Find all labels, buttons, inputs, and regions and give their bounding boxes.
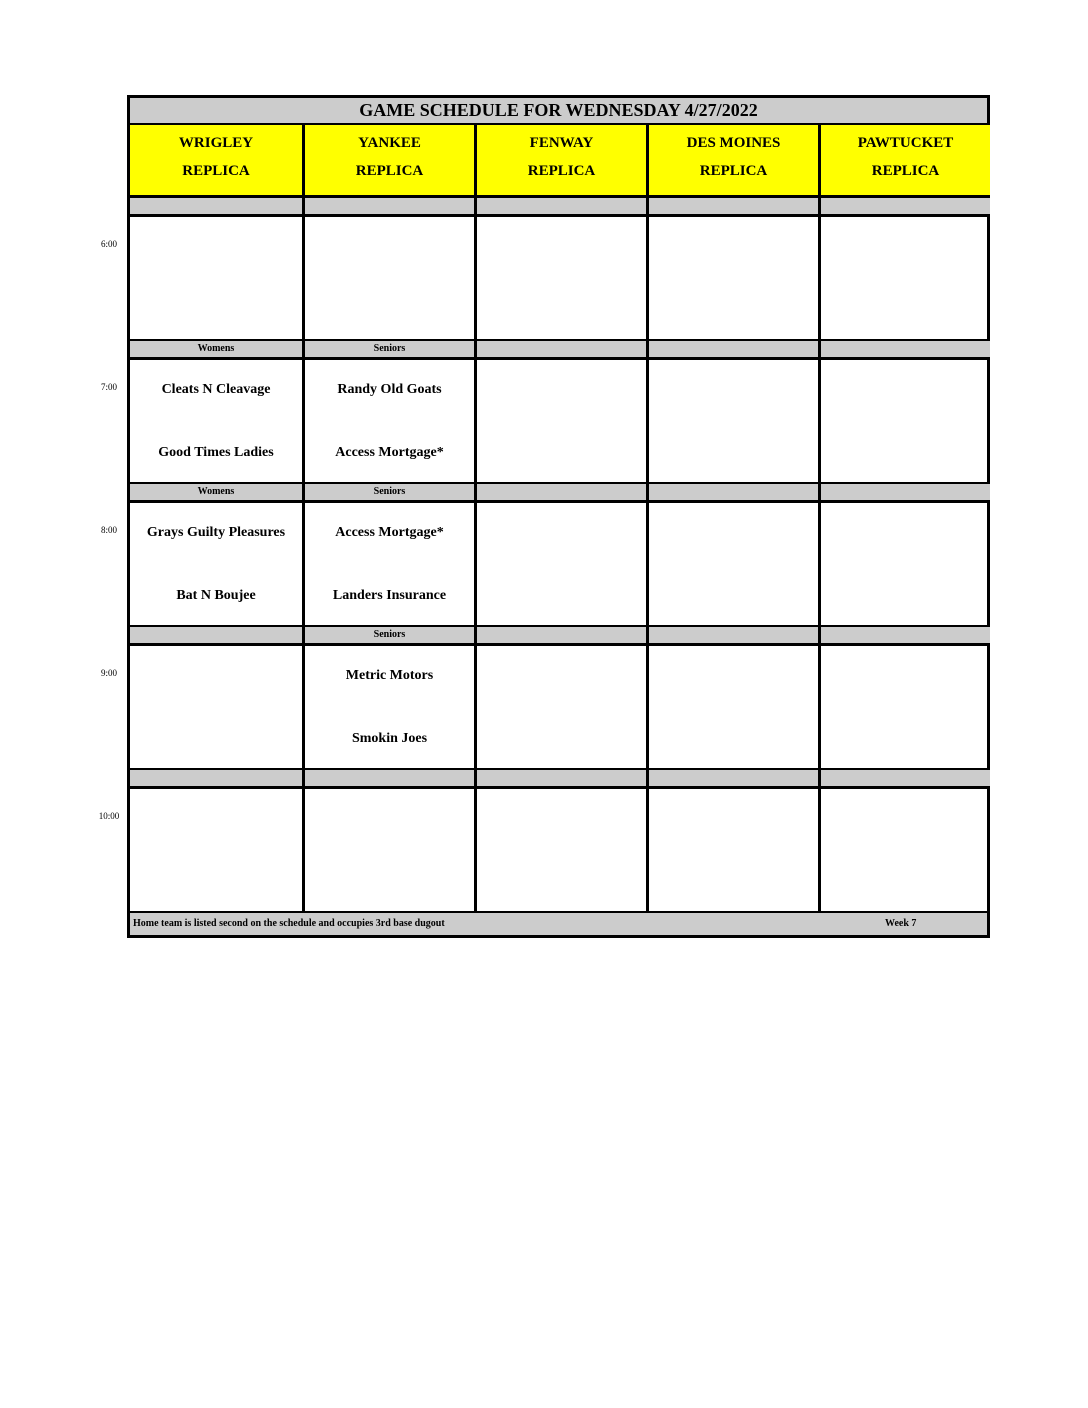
- division-label: [305, 770, 474, 789]
- field-name: WRIGLEY: [178, 135, 254, 151]
- week-label: Week 7: [885, 918, 917, 929]
- game-slot: [477, 360, 646, 485]
- game-slot: [130, 360, 302, 485]
- home-team: Access Mortgage*: [335, 445, 444, 460]
- division-label: [649, 627, 818, 646]
- away-team: Metric Motors: [345, 668, 434, 683]
- division-label: [477, 198, 646, 217]
- field-name: FENWAY: [529, 135, 594, 151]
- home-team: Smokin Joes: [351, 731, 428, 746]
- time-label: 9:00: [100, 668, 117, 678]
- game-slot: [821, 646, 990, 771]
- division-label: [821, 341, 990, 360]
- division-label: [649, 198, 818, 217]
- away-team: Randy Old Goats: [337, 382, 442, 397]
- game-slot: [477, 789, 646, 914]
- field-column: [474, 125, 646, 913]
- division-label: [821, 627, 990, 646]
- schedule-table: [127, 95, 990, 938]
- game-slot: [305, 789, 474, 914]
- field-column: [818, 125, 990, 913]
- game-slot: [821, 789, 990, 914]
- field-header: [477, 125, 646, 198]
- time-label: 8:00: [100, 525, 117, 535]
- division-label: [130, 198, 302, 217]
- field-subtitle: REPLICA: [527, 163, 596, 179]
- division-label: Seniors: [305, 341, 474, 360]
- division-label: [821, 198, 990, 217]
- field-header: [305, 125, 474, 198]
- game-slot: [305, 360, 474, 485]
- away-team: Grays Guilty Pleasures: [146, 525, 286, 540]
- home-team-note: Home team is listed second on the schedule and occupies 3rd base dugout: [133, 918, 445, 929]
- field-subtitle: REPLICA: [355, 163, 424, 179]
- game-slot: [649, 217, 818, 342]
- game-slot: [821, 360, 990, 485]
- game-slot: [305, 503, 474, 628]
- field-column: [646, 125, 818, 913]
- home-team: Landers Insurance: [332, 588, 447, 603]
- away-team: Access Mortgage*: [335, 525, 444, 540]
- division-label: [130, 770, 302, 789]
- field-header: [130, 125, 302, 198]
- field-name: YANKEE: [358, 135, 421, 151]
- schedule-footer: [130, 913, 987, 935]
- time-label: 7:00: [100, 382, 117, 392]
- division-label: Womens: [130, 484, 302, 503]
- game-slot: [477, 217, 646, 342]
- field-subtitle: REPLICA: [871, 163, 940, 179]
- time-label: 10:00: [98, 811, 120, 821]
- game-slot: [477, 503, 646, 628]
- field-subtitle: REPLICA: [699, 163, 768, 179]
- field-column: [302, 125, 474, 913]
- division-label: Seniors: [305, 627, 474, 646]
- division-label: [130, 627, 302, 646]
- schedule-title: GAME SCHEDULE FOR WEDNESDAY 4/27/2022: [130, 98, 987, 125]
- division-label: [821, 484, 990, 503]
- home-team: Bat N Boujee: [176, 588, 256, 603]
- field-header: [649, 125, 818, 198]
- game-slot: [305, 646, 474, 771]
- division-label: [477, 484, 646, 503]
- field-header: [821, 125, 990, 198]
- game-slot: [130, 503, 302, 628]
- game-slot: [649, 646, 818, 771]
- division-label: [821, 770, 990, 789]
- game-slot: [130, 789, 302, 914]
- division-label: [649, 770, 818, 789]
- division-label: [477, 627, 646, 646]
- game-slot: [477, 646, 646, 771]
- game-slot: [130, 646, 302, 771]
- division-label: [477, 770, 646, 789]
- field-column: [130, 125, 302, 913]
- game-slot: [821, 217, 990, 342]
- field-subtitle: REPLICA: [182, 163, 250, 179]
- division-label: [649, 341, 818, 360]
- away-team: Cleats N Cleavage: [161, 382, 271, 397]
- game-slot: [130, 217, 302, 342]
- division-label: Womens: [130, 341, 302, 360]
- home-team: Good Times Ladies: [158, 445, 274, 460]
- time-label: 6:00: [100, 239, 117, 249]
- division-label: [477, 341, 646, 360]
- game-slot: [821, 503, 990, 628]
- division-label: [305, 198, 474, 217]
- game-slot: [649, 789, 818, 914]
- game-slot: [649, 503, 818, 628]
- division-label: Seniors: [305, 484, 474, 503]
- field-name: DES MOINES: [686, 135, 781, 151]
- game-slot: [305, 217, 474, 342]
- field-name: PAWTUCKET: [857, 135, 954, 151]
- game-slot: [649, 360, 818, 485]
- division-label: [649, 484, 818, 503]
